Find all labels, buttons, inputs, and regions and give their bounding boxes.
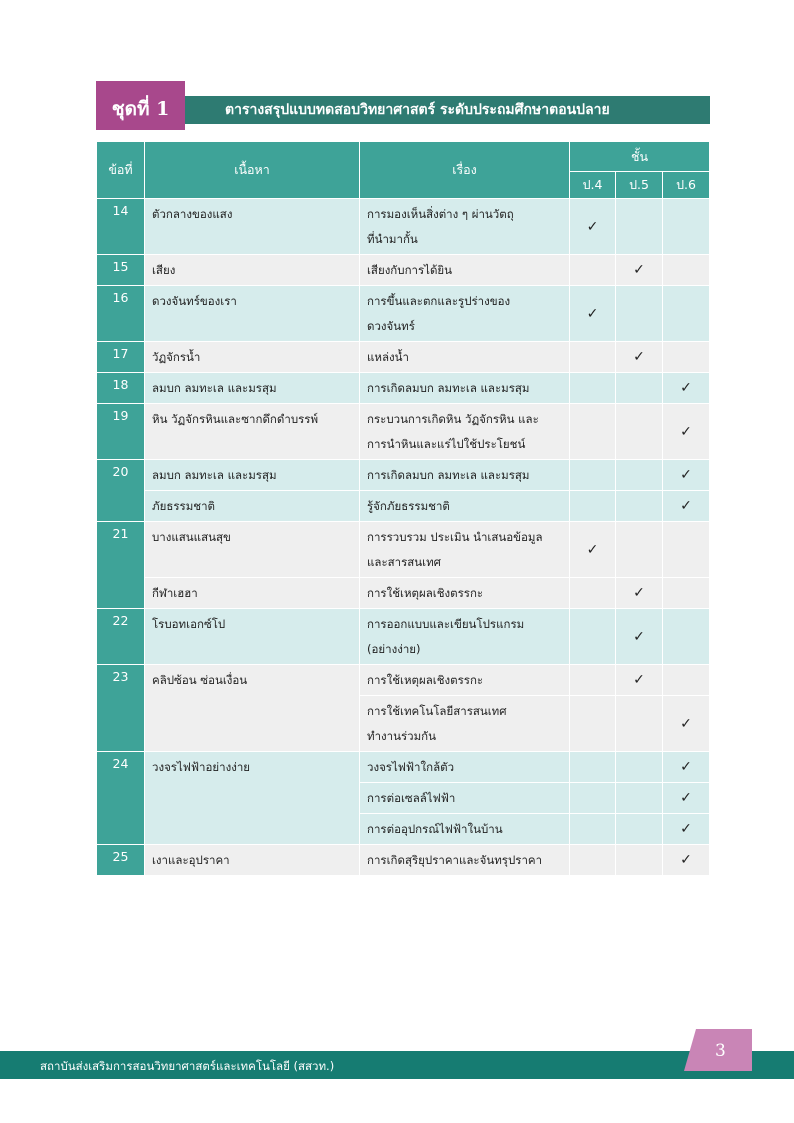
- table-row: [97, 609, 710, 665]
- table-row: [97, 491, 710, 522]
- check-grade-5: [616, 491, 663, 522]
- check-grade-4: [570, 342, 616, 373]
- check-grade-4: [570, 696, 616, 752]
- check-grade-5: [616, 460, 663, 491]
- header-grade-5: ป.5: [616, 172, 663, 199]
- row-topic: [360, 286, 570, 342]
- header-grade-4: ป.4: [570, 172, 616, 199]
- row-topic: [360, 522, 570, 578]
- check-grade-6: ✓: [663, 814, 710, 845]
- table-row: [97, 342, 710, 373]
- row-topic: เสียงกับการได้ยิน: [360, 255, 570, 286]
- row-topic-line: การนำหินและแร่ไปใช้ประโยชน์: [367, 437, 526, 451]
- row-topic: การต่อเซลล์ไฟฟ้า: [360, 783, 570, 814]
- check-grade-4: [570, 255, 616, 286]
- row-content: บางแสนแสนสุข: [145, 522, 360, 578]
- row-content: วัฏจักรน้ำ: [145, 342, 360, 373]
- row-content: ภัยธรรมชาติ: [145, 491, 360, 522]
- check-grade-6: ✓: [663, 752, 710, 783]
- row-number: 17: [97, 342, 145, 373]
- check-grade-4: [570, 752, 616, 783]
- row-topic: [360, 609, 570, 665]
- header-grade-6: ป.6: [663, 172, 710, 199]
- check-grade-6: [663, 199, 710, 255]
- check-grade-4: [570, 404, 616, 460]
- check-grade-4: [570, 578, 616, 609]
- check-grade-5: ✓: [616, 578, 663, 609]
- set-label-badge: ชุดที่ 1: [96, 81, 185, 130]
- check-grade-6: [663, 665, 710, 696]
- row-topic-line: กระบวนการเกิดหิน วัฏจักรหิน และ: [367, 412, 539, 426]
- check-grade-6: [663, 609, 710, 665]
- row-number: 18: [97, 373, 145, 404]
- page-title: ตารางสรุปแบบทดสอบวิทยาศาสตร์ ระดับประถมศึกษาตอนปลาย: [185, 96, 710, 124]
- row-number: 14: [97, 199, 145, 255]
- table-row: [97, 404, 710, 460]
- check-grade-5: [616, 752, 663, 783]
- footer-institute: สถาบันส่งเสริมการสอนวิทยาศาสตร์และเทคโนโลยี (สสวท.): [40, 1059, 335, 1073]
- row-topic-line: การออกแบบและเขียนโปรแกรม: [367, 617, 525, 631]
- check-grade-6: [663, 342, 710, 373]
- check-grade-5: [616, 199, 663, 255]
- check-grade-5: ✓: [616, 665, 663, 696]
- check-grade-5: [616, 286, 663, 342]
- row-content: หิน วัฏจักรหินและซากดึกดำบรรพ์: [145, 404, 360, 460]
- row-number: 20: [97, 460, 145, 522]
- check-grade-5: [616, 845, 663, 876]
- row-content: เสียง: [145, 255, 360, 286]
- table-row: [97, 752, 710, 783]
- check-grade-6: ✓: [663, 783, 710, 814]
- row-number: 15: [97, 255, 145, 286]
- check-grade-5: ✓: [616, 342, 663, 373]
- row-topic-line: ทำงานร่วมกัน: [367, 729, 437, 743]
- row-topic: การเกิดสุริยุปราคาและจันทรุปราคา: [360, 845, 570, 876]
- check-grade-5: ✓: [616, 609, 663, 665]
- check-grade-5: [616, 522, 663, 578]
- row-topic-line: และสารสนเทศ: [367, 555, 441, 569]
- table-row: [97, 199, 710, 255]
- row-number: 24: [97, 752, 145, 845]
- check-grade-6: [663, 578, 710, 609]
- row-topic: [360, 199, 570, 255]
- check-grade-4: [570, 491, 616, 522]
- table-row: [97, 845, 710, 876]
- check-grade-5: [616, 404, 663, 460]
- row-topic-line: การมองเห็นสิ่งต่าง ๆ ผ่านวัตถุ: [367, 207, 514, 221]
- check-grade-4: [570, 845, 616, 876]
- check-grade-6: ✓: [663, 373, 710, 404]
- check-grade-4: [570, 609, 616, 665]
- table-row: [97, 522, 710, 578]
- row-topic: การใช้เหตุผลเชิงตรรกะ: [360, 578, 570, 609]
- table-row: [97, 460, 710, 491]
- check-grade-4: ✓: [570, 199, 616, 255]
- check-grade-6: [663, 286, 710, 342]
- table-row: [97, 255, 710, 286]
- row-number: 22: [97, 609, 145, 665]
- row-content: วงจรไฟฟ้าอย่างง่าย: [145, 752, 360, 845]
- page-number: 3: [715, 1041, 726, 1061]
- row-number: 19: [97, 404, 145, 460]
- check-grade-4: [570, 460, 616, 491]
- row-number: 25: [97, 845, 145, 876]
- row-content: กีฬาเฮฮา: [145, 578, 360, 609]
- header-num: ข้อที่: [97, 142, 145, 199]
- check-grade-4: [570, 665, 616, 696]
- row-topic: วงจรไฟฟ้าใกล้ตัว: [360, 752, 570, 783]
- row-topic-line: ที่นำมากั้น: [367, 232, 418, 246]
- row-topic: [360, 404, 570, 460]
- row-content: ดวงจันทร์ของเรา: [145, 286, 360, 342]
- check-grade-5: [616, 696, 663, 752]
- check-grade-5: [616, 373, 663, 404]
- row-topic: [360, 696, 570, 752]
- check-grade-6: ✓: [663, 845, 710, 876]
- row-number: 16: [97, 286, 145, 342]
- row-content: เงาและอุปราคา: [145, 845, 360, 876]
- check-grade-6: [663, 255, 710, 286]
- header-content: เนื้อหา: [145, 142, 360, 199]
- row-topic: การใช้เหตุผลเชิงตรรกะ: [360, 665, 570, 696]
- row-topic-line: (อย่างง่าย): [367, 642, 421, 656]
- header-topic: เรื่อง: [360, 142, 570, 199]
- row-content: ลมบก ลมทะเล และมรสุม: [145, 460, 360, 491]
- row-topic-line: การขึ้นและตกและรูปร่างของ: [367, 294, 511, 308]
- check-grade-6: ✓: [663, 696, 710, 752]
- check-grade-4: [570, 373, 616, 404]
- summary-table: [96, 141, 710, 876]
- check-grade-5: ✓: [616, 255, 663, 286]
- row-topic-line: ดวงจันทร์: [367, 319, 415, 333]
- row-topic-line: การใช้เทคโนโลยีสารสนเทศ: [367, 704, 507, 718]
- row-content: โรบอทเอกซ์โป: [145, 609, 360, 665]
- check-grade-6: ✓: [663, 404, 710, 460]
- row-topic-line: การรวบรวม ประเมิน นำเสนอข้อมูล: [367, 530, 543, 544]
- row-number: 21: [97, 522, 145, 609]
- check-grade-4: ✓: [570, 522, 616, 578]
- check-grade-4: ✓: [570, 286, 616, 342]
- header-grade: ชั้น: [570, 142, 710, 172]
- check-grade-5: [616, 814, 663, 845]
- table-row: [97, 578, 710, 609]
- row-content: ตัวกลางของแสง: [145, 199, 360, 255]
- check-grade-4: [570, 814, 616, 845]
- table-row: [97, 373, 710, 404]
- check-grade-4: [570, 783, 616, 814]
- row-content: ลมบก ลมทะเล และมรสุม: [145, 373, 360, 404]
- row-content: คลิปซ้อน ซ่อนเงื่อน: [145, 665, 360, 752]
- check-grade-6: [663, 522, 710, 578]
- row-topic: รู้จักภัยธรรมชาติ: [360, 491, 570, 522]
- row-number: 23: [97, 665, 145, 752]
- table-row: [97, 286, 710, 342]
- row-topic: การเกิดลมบก ลมทะเล และมรสุม: [360, 460, 570, 491]
- table-row: [97, 665, 710, 696]
- row-topic: การเกิดลมบก ลมทะเล และมรสุม: [360, 373, 570, 404]
- check-grade-5: [616, 783, 663, 814]
- check-grade-6: ✓: [663, 460, 710, 491]
- row-topic: แหล่งน้ำ: [360, 342, 570, 373]
- row-topic: การต่ออุปกรณ์ไฟฟ้าในบ้าน: [360, 814, 570, 845]
- check-grade-6: ✓: [663, 491, 710, 522]
